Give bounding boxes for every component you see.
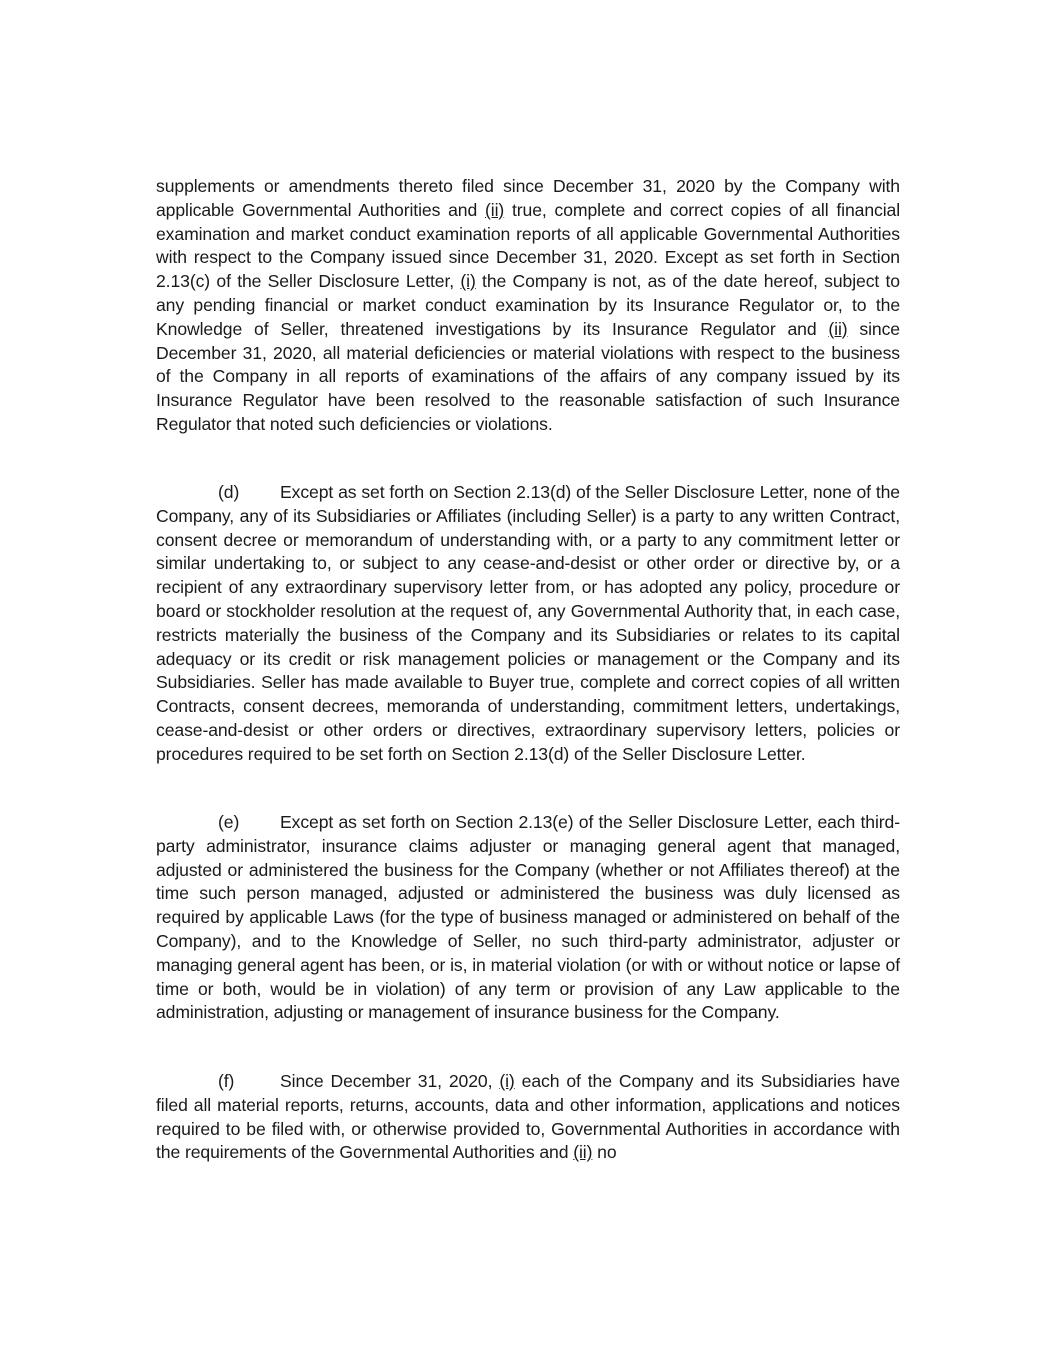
paragraph-f	[156, 1070, 900, 1165]
paragraph-d-text: Except as set forth on Section 2.13(d) of the Seller Disclosure Letter, none of the Company, any of its Subsidiaries or Affiliates (including Seller) is a party to any written Contract, consent decree or memorandum of understanding with, or a party to any commitment letter or similar undertaking to, or subject to any cease-and-desist or other order or directive by, or a recipient of any extraordinary supervisory letter from, or has adopted any policy, procedure or board or stockholder resolution at the request of, any Governmental Authority that, in each case, restricts materially the business of the Company and its Subsidiaries or relates to its capital adequacy or its credit or risk management policies or management or the Company and its Subsidiaries. Seller has made available to Buyer true, complete and correct copies of all written Contracts, consent decrees, memoranda of understanding, commitment letters, undertakings, cease-and-desist or other orders or directives, extraordinary supervisory letters, policies or procedures required to be set forth on Section 2.13(d) of the Seller Disclosure Letter.	[156, 482, 900, 764]
para-c-text-1: supplements or amendments thereto filed since December 31, 2020 by the Company with applicable Governmental Authorities and	[156, 176, 900, 220]
clause-number-i: (i)	[499, 1071, 515, 1091]
para-f-text-3: no	[592, 1142, 617, 1163]
paragraph-label: (d)	[218, 482, 240, 502]
paragraph-label: (e)	[218, 812, 240, 832]
paragraph-d	[156, 481, 900, 767]
para-c-text-4: since December 31, 2020, all material deficiencies or material violations with respect to the business of the Company in all reports of examinations of the affairs of any company issued by its Insurance Regulator have been resolved to the reasonable satisfaction of such Insurance Regulator that noted such deficiencies or violations.	[156, 318, 900, 434]
para-f-text-2: each of the Company and its Subsidiaries have filed all material reports, returns, accounts, data and other information, applications and notices required to be filed with, or otherwise provided to, Governmental Authorities in accordance with the requirements of the Governmental Authorities and	[156, 1071, 900, 1163]
clause-number-ii: (ii)	[828, 318, 848, 339]
paragraph-e	[156, 811, 900, 1025]
clause-number-ii: (ii)	[485, 199, 505, 220]
paragraph-e-text: Except as set forth on Section 2.13(e) of the Seller Disclosure Letter, each third-party administrator, insurance claims adjuster or managing general agent that managed, adjusted or administered the business for the Company (whether or not Affiliates thereof) at the time such person managed, adjusted or administered the business was duly licensed as required by applicable Laws (for the type of business managed or administered on behalf of the Company), and to the Knowledge of Seller, no such third-party administrator, adjuster or managing general agent has been, or is, in material violation (or with or without notice or lapse of time or both, would be in violation) of any term or provision of any Law applicable to the administration, adjusting or management of insurance business for the Company.	[156, 812, 900, 1023]
clause-number-i: (i)	[460, 271, 476, 292]
paragraph-label: (f)	[218, 1071, 235, 1091]
para-c-text-3: the Company is not, as of the date hereof, subject to any pending financial or market conduct examination by its Insurance Regulator or, to the Knowledge of Seller, threatened investigations by its Insurance Regulator and	[156, 271, 900, 339]
para-f-text-1: Since December 31, 2020,	[280, 1071, 500, 1091]
paragraph-c-continuation	[156, 175, 900, 437]
para-c-text-2: true, complete and correct copies of all financial examination and market conduct examination reports of all applicable Governmental Authorities with respect to the Company issued since December 31, 2020. Except as set forth in Section 2.13(c) of the Seller Disclosure Letter,	[156, 199, 900, 292]
clause-number-ii: (ii)	[573, 1142, 593, 1163]
